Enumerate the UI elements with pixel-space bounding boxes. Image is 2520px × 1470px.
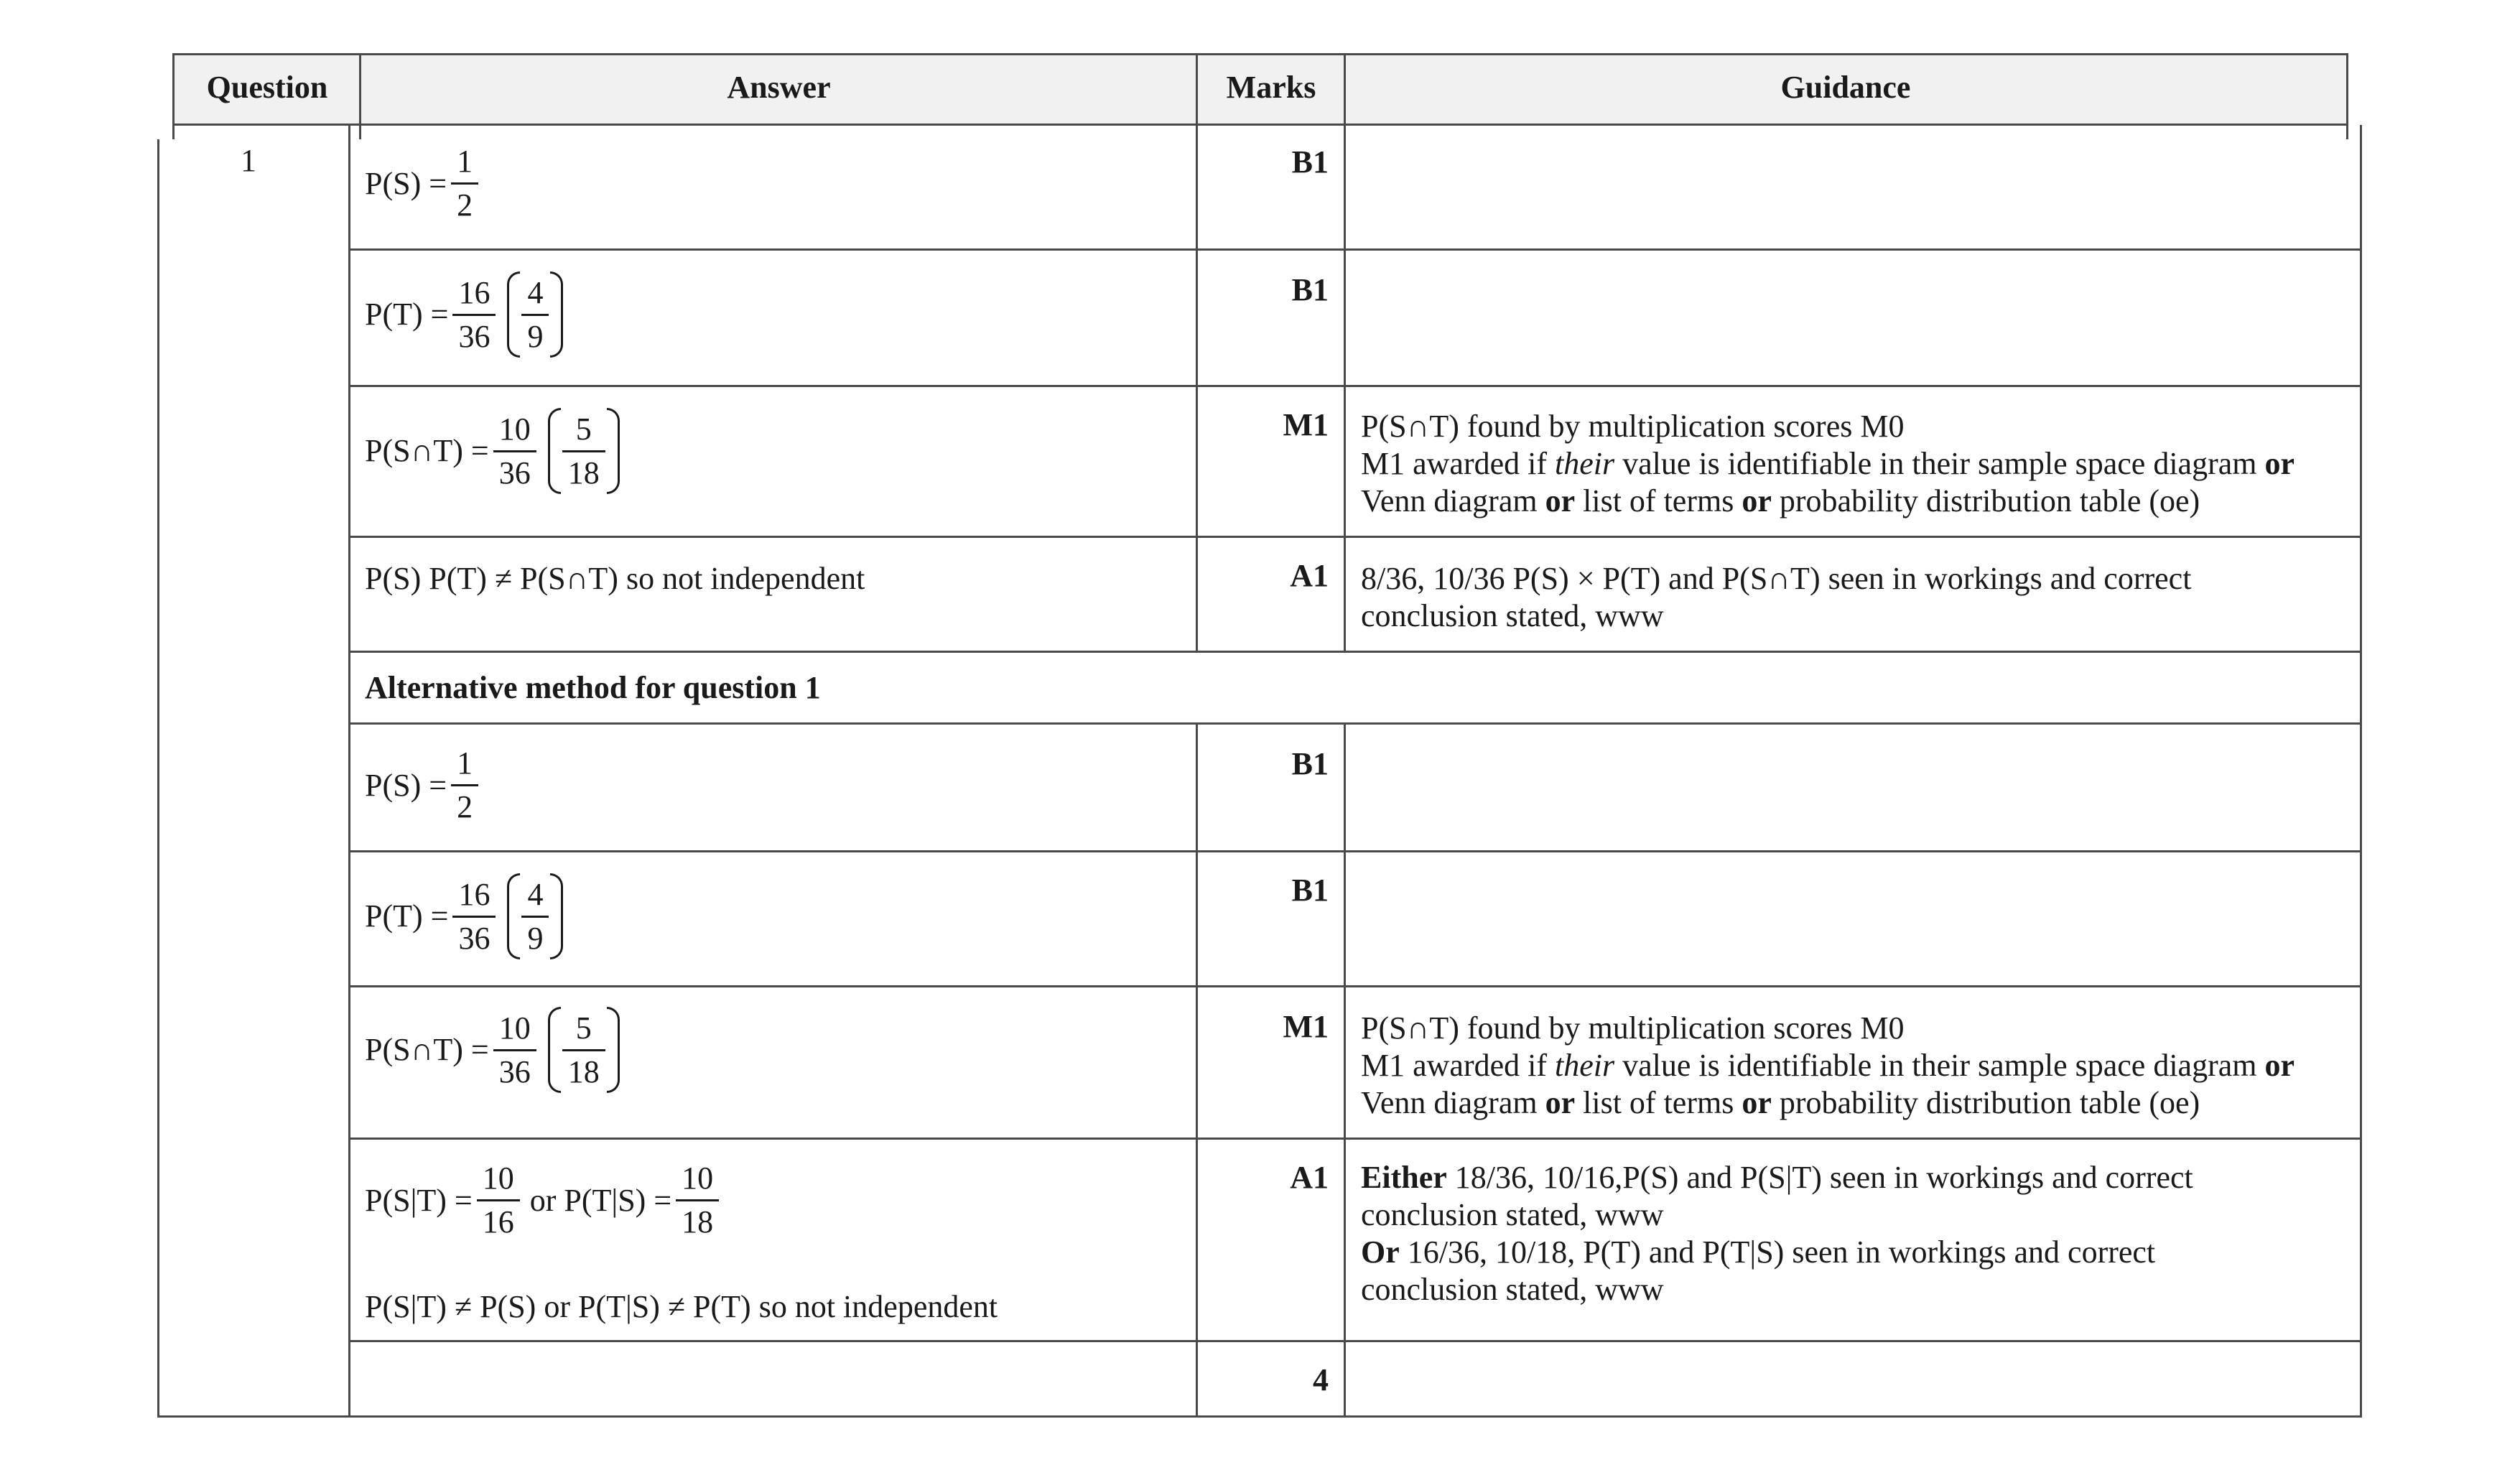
total-marks: 4 [1313, 1362, 1329, 1397]
bracketed-fraction [548, 408, 620, 494]
guidance-line: P(S∩T) found by multiplication scores M0 [1361, 1010, 1905, 1046]
numerator: 10 [682, 1160, 714, 1196]
numerator: 5 [575, 411, 592, 447]
denominator: 18 [676, 1199, 719, 1243]
answer-label: P(T) = [365, 898, 449, 934]
guidance-line: Venn diagram or list of terms or probability distribution table (oe) [1361, 1085, 2200, 1120]
fraction [493, 1008, 536, 1093]
answer-p-s [365, 141, 483, 226]
denominator: 36 [452, 916, 496, 959]
column-header-question: Question [206, 70, 328, 105]
numerator: 5 [575, 1010, 592, 1046]
numerator: 1 [457, 144, 473, 179]
denominator: 16 [477, 1199, 520, 1243]
denominator: 36 [452, 314, 496, 358]
mark-a1: A1 [1290, 1160, 1329, 1195]
guidance-line: conclusion stated, www [1361, 1272, 1664, 1307]
answer-p-s-and-t [365, 408, 620, 494]
answer-label: P(T) = [365, 297, 449, 332]
mark-b1: B1 [1291, 272, 1329, 307]
mark-m1: M1 [1283, 407, 1329, 442]
answer-conclusion: P(S|T) ≠ P(S) or P(T|S) ≠ P(T) so not independent [365, 1289, 998, 1324]
mark-b1: B1 [1291, 746, 1329, 781]
denominator: 2 [451, 784, 478, 828]
numerator: 4 [527, 274, 544, 310]
denominator: 2 [451, 182, 478, 226]
guidance-line: Either 18/36, 10/16,P(S) and P(S|T) seen in workings and correct [1361, 1160, 2193, 1195]
answer-p-t [365, 873, 563, 959]
numerator: 10 [482, 1160, 514, 1196]
column-header-guidance: Guidance [1780, 70, 1911, 105]
fraction [477, 1158, 520, 1243]
mark-a1: A1 [1290, 558, 1329, 593]
answer-p-t [365, 271, 563, 358]
denominator: 36 [493, 1049, 536, 1093]
fraction [676, 1158, 719, 1243]
bracketed-fraction [507, 873, 563, 959]
guidance-line: M1 awarded if their value is identifiable in their sample space diagram or [1361, 1048, 2295, 1083]
numerator: 4 [527, 876, 544, 912]
mark-b1: B1 [1291, 873, 1329, 908]
numerator: 16 [458, 274, 490, 310]
guidance-line: P(S∩T) found by multiplication scores M0 [1361, 409, 1905, 444]
fraction [451, 141, 478, 226]
denominator: 9 [521, 916, 549, 959]
answer-label: P(S∩T) = [365, 1032, 489, 1067]
numerator: 16 [458, 876, 490, 912]
answer-label: P(S) = [365, 767, 447, 803]
guidance-line: conclusion stated, www [1361, 598, 1664, 633]
answer-p-s [365, 743, 483, 828]
denominator: 9 [521, 314, 549, 358]
bracketed-fraction [548, 1007, 620, 1093]
numerator: 10 [498, 411, 531, 447]
denominator: 18 [562, 1049, 605, 1093]
answer-label: P(S) = [365, 165, 447, 201]
denominator: 18 [562, 450, 605, 494]
fraction [452, 272, 496, 358]
guidance-line: conclusion stated, www [1361, 1197, 1664, 1232]
denominator: 36 [493, 450, 536, 494]
answer-label: P(S|T) = [365, 1182, 473, 1218]
numerator: 10 [498, 1010, 531, 1046]
fraction [493, 409, 536, 494]
answer-conclusion: P(S) P(T) ≠ P(S∩T) so not independent [365, 561, 865, 596]
column-header-marks: Marks [1226, 70, 1316, 105]
guidance-line: Venn diagram or list of terms or probability distribution table (oe) [1361, 483, 2200, 518]
question-number: 1 [241, 143, 256, 178]
guidance-line: Or 16/36, 10/18, P(T) and P(T|S) seen in workings and correct [1361, 1234, 2156, 1270]
guidance-line: 8/36, 10/36 P(S) × P(T) and P(S∩T) seen in workings and correct [1361, 561, 2192, 596]
fraction [452, 874, 496, 959]
numerator: 1 [457, 745, 473, 781]
alternative-method-title: Alternative method for question 1 [365, 670, 821, 705]
answer-label-or: or P(T|S) = [529, 1182, 672, 1218]
answer-conditional-probabilities [365, 1158, 723, 1243]
column-header-answer: Answer [727, 70, 831, 105]
answer-p-s-and-t [365, 1007, 620, 1093]
mark-m1: M1 [1283, 1009, 1329, 1044]
bracketed-fraction [507, 271, 563, 358]
guidance-line: M1 awarded if their value is identifiable in their sample space diagram or [1361, 446, 2295, 481]
mark-b1: B1 [1291, 144, 1329, 180]
answer-label: P(S∩T) = [365, 433, 489, 468]
fraction [451, 743, 478, 828]
